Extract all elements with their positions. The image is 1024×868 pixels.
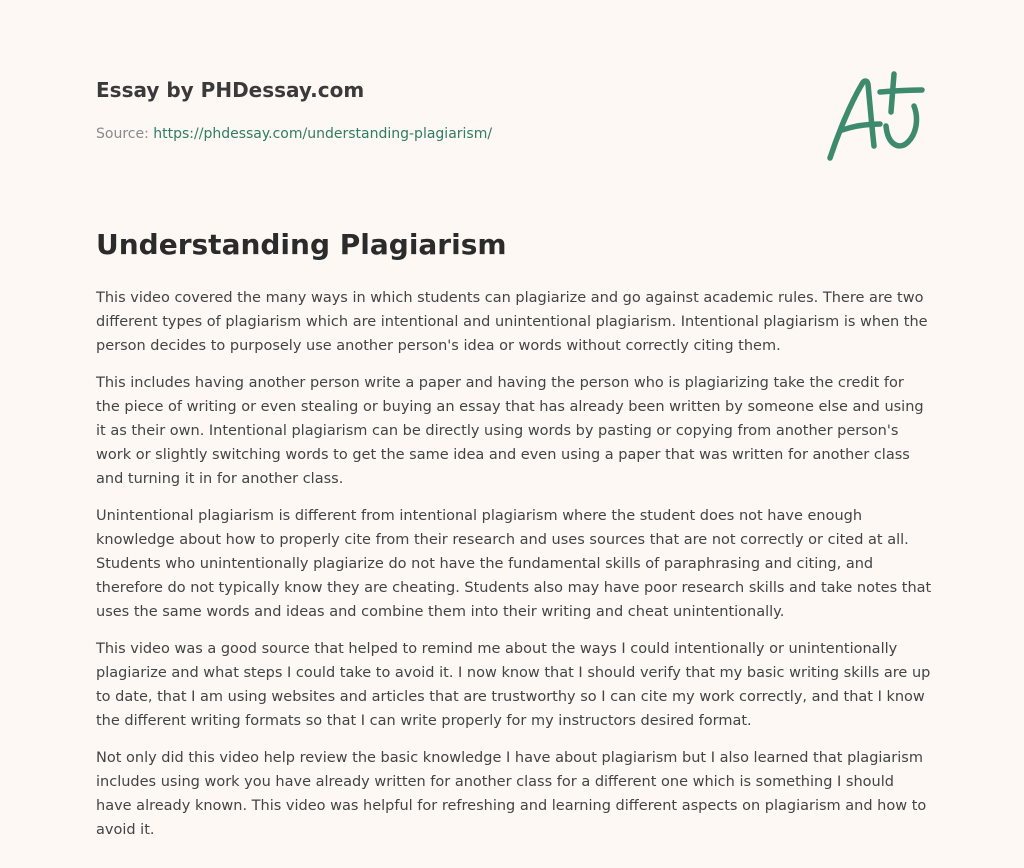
essay-paragraph: This video was a good source that helped to remind me about the ways I could intentionally or unintentionally plagiarize and what steps I could take to avoid it. I now know that I should verify that my basic writing skills are up to date, that I am using websites and articles that are trustworthy so I can cite my work correctly, and that I know the different writing formats so that I can write properly for my instructors desired format.: [96, 641, 931, 729]
essay-paragraph: This video covered the many ways in which students can plagiarize and go against academic rules. There are two different types of plagiarism which are intentional and unintentional plagiarism. Intentional plagiarism is when the person decides to purposely use another person's idea or words without correctly citing them.: [96, 290, 928, 354]
essay-paragraph: This includes having another person write a paper and having the person who is plagiarizing take the credit for the piece of writing or even stealing or buying an essay that has already been written by someone else and using it as their own. Intentional plagiarism can be directly using words by pasting or copying from another person's work or slightly switching words to get the same idea and even using a paper that was written for another class and turning it in for another class.: [96, 375, 924, 487]
source-label: Source:: [96, 126, 149, 142]
source-link[interactable]: https://phdessay.com/understanding-plagiarism/: [153, 126, 493, 142]
page-header: [96, 76, 796, 144]
a-plus-grade-logo-icon: [822, 66, 932, 166]
essay-paragraph: Not only did this video help review the basic knowledge I have about plagiarism but I also learned that plagiarism includes using work you have already written for another class for a different one which is something I should have already known. This video was helpful for refreshing and learning different aspects on plagiarism and how to avoid it.: [96, 750, 927, 838]
source-line: [96, 124, 796, 144]
essay-paragraph: Unintentional plagiarism is different from intentional plagiarism where the student does not have enough knowledge about how to properly cite from their research and uses sources that are not correctly or cited at all. Students who unintentionally plagiarize do not have the fundamental skills of paraphrasing and citing, and therefore do not typically know they are cheating. Students also may have poor research skills and take notes that uses the same words and ideas and combine them into their writing and cheat unintentionally.: [96, 508, 932, 620]
essay-title: Understanding Plagiarism: [96, 228, 507, 261]
site-title: Essay by PHDessay.com: [96, 78, 365, 102]
essay-content: [96, 226, 932, 855]
